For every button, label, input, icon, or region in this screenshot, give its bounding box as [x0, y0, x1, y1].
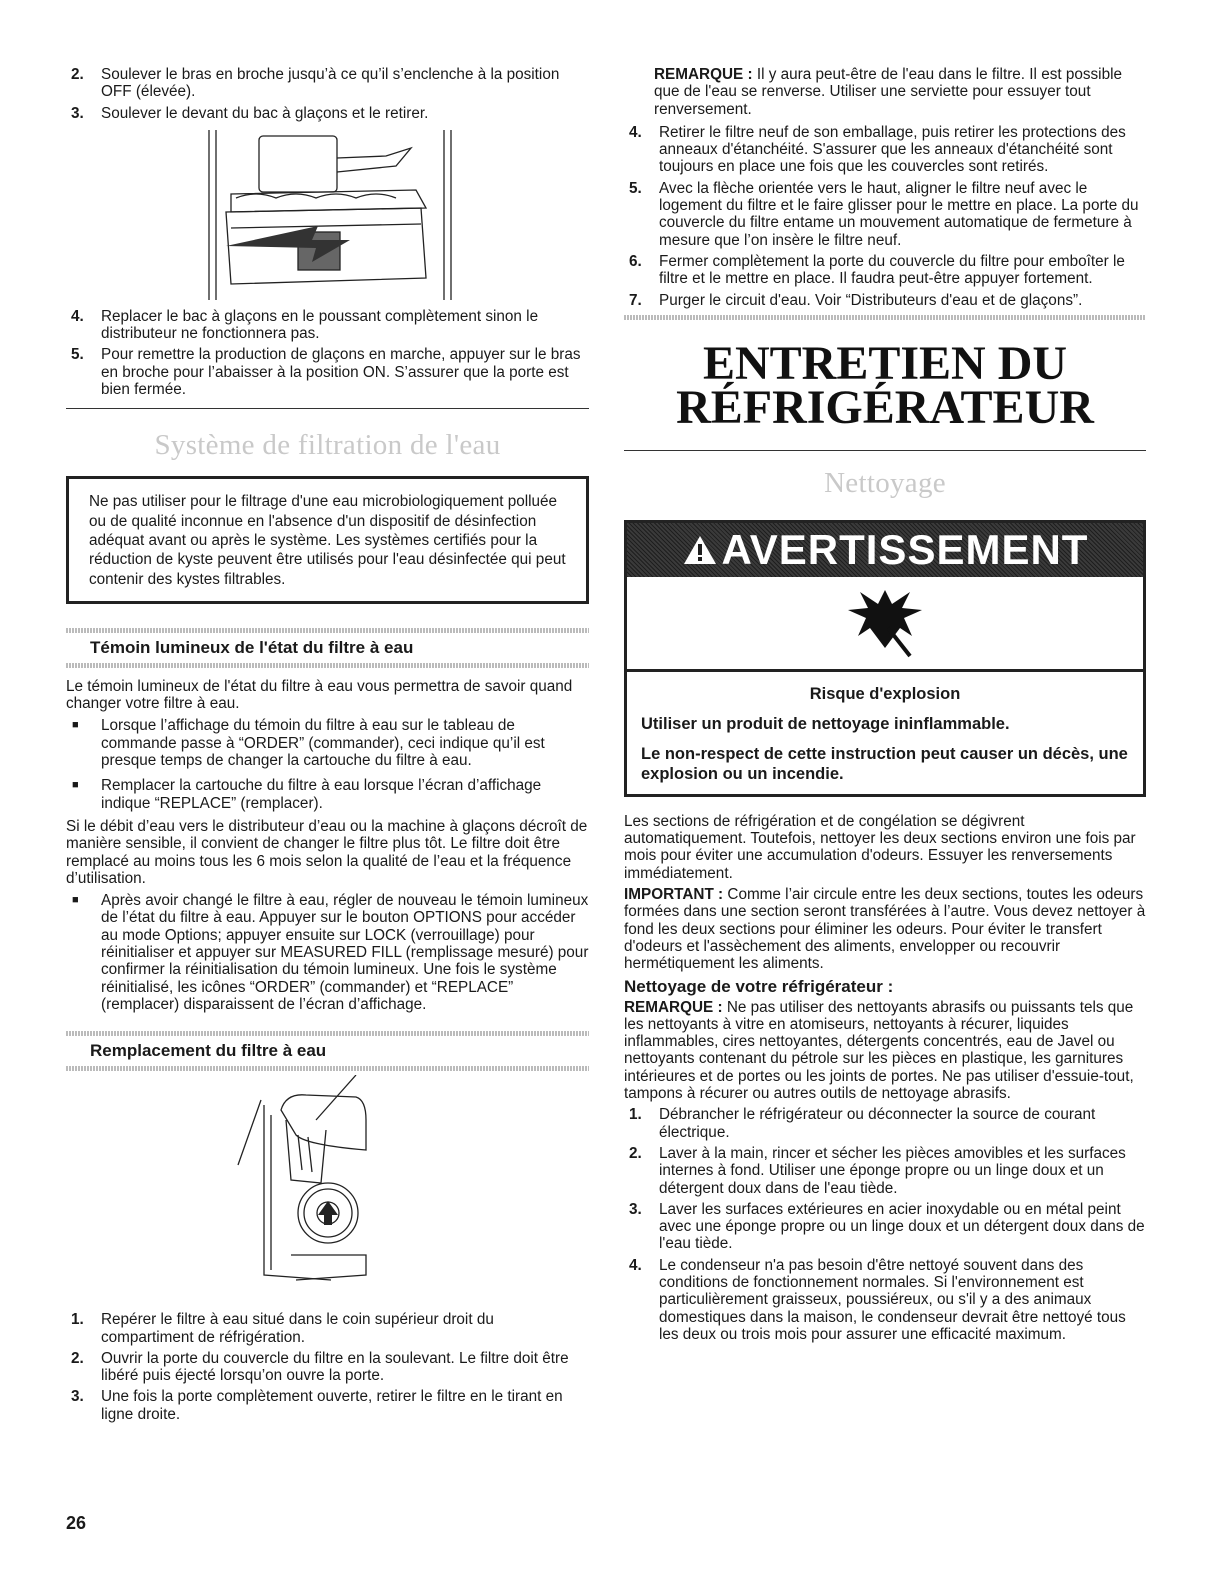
defrost-paragraph: Les sections de réfrigération et de congélation se dégivrent automatiquement. Toutefois, nettoyer les deux sections environ une fois par mois pour éviter une accumulation d'odeurs. Essuyer les renversements immédiatement. — [624, 812, 1136, 882]
ice-bin-steps-bottom — [66, 308, 589, 398]
filter-note: REMARQUE : Il y aura peut-être de l'eau dans le filtre. Il est possible que de l'eau se renverse. Utiliser une serviette pour essuyer tout renversement. — [654, 66, 1122, 118]
list-item: 6. Fermer complètement la porte du couvercle du filtre pour emboîter le filtre et le mettre en place. Il faudra peut-être appuyer fortement. — [629, 252, 1125, 288]
left-column — [66, 66, 589, 1427]
cleaning-heading: Nettoyage de votre réfrigérateur : — [624, 976, 894, 996]
list-item: ■ Remplacer la cartouche du filtre à eau lorsque l’écran d’affichage indique “REPLACE” (remplacer). — [72, 777, 542, 812]
indicator-paragraph: Si le débit d’eau vers le distributeur d’eau ou la machine à glaçons décroît de manière sensible, il convient de changer le filtre plus tôt. Le filtre doit être remplacé au moins tous les 6 mois selon la qualité de l’eau et la fréquence d’utilisation. — [66, 817, 588, 887]
explosion-icon — [840, 588, 930, 658]
explosion-icon-area — [627, 577, 1143, 672]
page-number: 26 — [66, 1513, 87, 1533]
list-item: 3. Une fois la porte complètement ouverte, retirer le filtre en le tirant en ligne droite. — [71, 1388, 563, 1423]
water-warning-box — [66, 476, 589, 603]
indicator-bullets-2 — [66, 892, 589, 1013]
filter-steps — [624, 124, 1146, 309]
list-item: ■ Lorsque l’affichage du témoin du filtre à eau sur le tableau de commande passe à “ORDER” (commander), ceci indique qu’il est presque temps de changer la cartouche du filtre à eau. — [72, 717, 545, 770]
warning-text: Ne pas utiliser pour le filtrage d'une eau microbiologiquement polluée ou de qualité inconnue en l'absence d'un dispositif de désinfection adéquat avant ou après le système. Les systèmes certifiés pour la réduction de kyste peuvent être utilisés pour l'eau désinfectée qui peut contenir des kystes filtrables. — [89, 493, 566, 588]
list-item: 2. Ouvrir la porte du couvercle du filtre en la soulevant. Le filtre doit être libéré puis éjecté lorsqu’on ouvre la porte. — [71, 1349, 569, 1385]
indicator-bullets — [66, 717, 589, 811]
list-item: 4. Retirer le filtre neuf de son emballage, puis retirer les protections des anneaux d'étanchéité. S'assurer que les anneaux d'étanchéité sont toujours en place une fois que les couvercles sont retirés. — [629, 123, 1126, 176]
section-title: Système de filtration de l'eau — [154, 429, 501, 462]
warning-triangle-icon — [682, 534, 718, 566]
list-item: 2. Soulever le bras en broche jusqu’à ce qu’il s’enclenche à la position OFF (élevée). — [71, 66, 560, 101]
water-filter-illustration — [66, 1075, 589, 1303]
indicator-heading: Témoin lumineux de l'état du filtre à eau — [90, 637, 414, 657]
list-item: 4. Replacer le bac à glaçons en le poussant complètement sinon le distributeur ne fonctionnera pas. — [71, 307, 539, 343]
warning-header: AVERTISSEMENT — [627, 523, 1143, 577]
warning-line-2: Le non-respect de cette instruction peut causer un décès, une explosion ou un incendie. — [641, 744, 1128, 783]
divider — [66, 1066, 589, 1071]
divider — [66, 663, 589, 668]
cleaning-note: REMARQUE : Ne pas utiliser des nettoyants abrasifs ou puissants tels que les nettoyants à vitre en atomiseurs, nettoyants à récurer, liquides inflammables, cires nettoyantes, détergents concentrés, eau de Javel ou nettoyants contenant du pétrole sur les pièces en plastique, les garnitures intérieures et de portes ou les joints de portes. Ne pas utiliser d'essuie-tout, tampons à récurer ou autres outils de nettoyage abrasifs. — [624, 998, 1134, 1103]
important-paragraph: IMPORTANT : Comme l’air circule entre les deux sections, toutes les odeurs formées dans une section seront transférées à l’autre. Vous devez nettoyer à fond les deux sections pour éliminer les odeurs. Pour éviter le transfert d'odeurs et l'assèchement des aliments, envelopper ou recouvrir hermétiquement les aliments. — [624, 886, 1146, 973]
title-rule — [624, 450, 1146, 451]
list-item: 5. Avec la flèche orientée vers le haut, aligner le filtre neuf avec le logement du filtre et le faire glisser pour le mettre en place. La porte du couvercle du filtre entame un mouvement automatique de fermeture à mesure que l’on insère le filtre neuf. — [629, 179, 1139, 249]
section-divider — [66, 408, 589, 409]
right-column — [624, 66, 1146, 1347]
replace-steps — [66, 1311, 589, 1423]
explosion-warning — [624, 520, 1146, 797]
cleaning-steps — [624, 1106, 1146, 1343]
indicator-intro: Le témoin lumineux de l'état du filtre à eau vous permettra de savoir quand changer votre filtre à eau. — [66, 677, 573, 713]
warning-line-1: Utiliser un produit de nettoyage ininflammable. — [641, 714, 1010, 733]
section-title: Nettoyage — [824, 466, 946, 499]
warning-body — [627, 672, 1143, 794]
list-item: 7. Purger le circuit d'eau. Voir “Distributeurs d'eau et de glaçons”. — [629, 291, 1083, 309]
list-item: 3. Soulever le devant du bac à glaçons et le retirer. — [71, 104, 429, 122]
replace-heading: Remplacement du filtre à eau — [90, 1041, 327, 1061]
list-item: 1. Débrancher le réfrigérateur ou déconnecter la source de courant électrique. — [629, 1106, 1096, 1141]
list-item: 5. Pour remettre la production de glaçons en marche, appuyer sur le bras en broche pour l’abaisser à la position ON. S’assurer que la porte est bien fermée. — [71, 346, 581, 399]
divider — [624, 315, 1146, 320]
risk-title: Risque d'explosion — [809, 684, 961, 703]
ice-bin-illustration — [66, 128, 589, 300]
list-item: 2. Laver à la main, rincer et sécher les pièces amovibles et les surfaces internes à fond. Utiliser une éponge propre ou un linge doux et un détergent doux dans de l'eau tiède. — [629, 1144, 1126, 1197]
list-item: 3. Laver les surfaces extérieures en acier inoxydable ou en métal peint avec une éponge propre ou un linge doux et un détergent doux dans de l'eau tiède. — [629, 1200, 1145, 1253]
list-item: 4. Le condenseur n'a pas besoin d'être nettoyé souvent dans des conditions de fonctionnement normales. Si l'environnement est particulièrement graisseux, poussiéreux, ou s'il y a des animaux domestiques dans la maison, le condenseur devrait être nettoyé tous les deux ou trois mois pour assurer une efficacité maximum. — [629, 1256, 1126, 1343]
page-title: ENTRETIEN DU RÉFRIGÉRATEUR — [676, 336, 1094, 434]
ice-bin-steps-top — [66, 66, 589, 122]
list-item: 1. Repérer le filtre à eau situé dans le coin supérieur droit du compartiment de réfrigération. — [71, 1311, 494, 1346]
list-item: ■ Après avoir changé le filtre à eau, régler de nouveau le témoin lumineux de l’état du filtre à eau. Appuyer sur le bouton OPTIONS pour accéder au mode Options; appuyer ensuite sur LOCK (verrouillage) pour réinitialiser et appuyer sur MEASURED FILL (remplissage mesuré) pour confirmer la réinitialisation du témoin lumineux. Une fois le système réinitialisé, les icônes “ORDER” (commander) et “REPLACE” (remplacer) disparaissent de l’écran d’affichage. — [72, 892, 589, 1013]
